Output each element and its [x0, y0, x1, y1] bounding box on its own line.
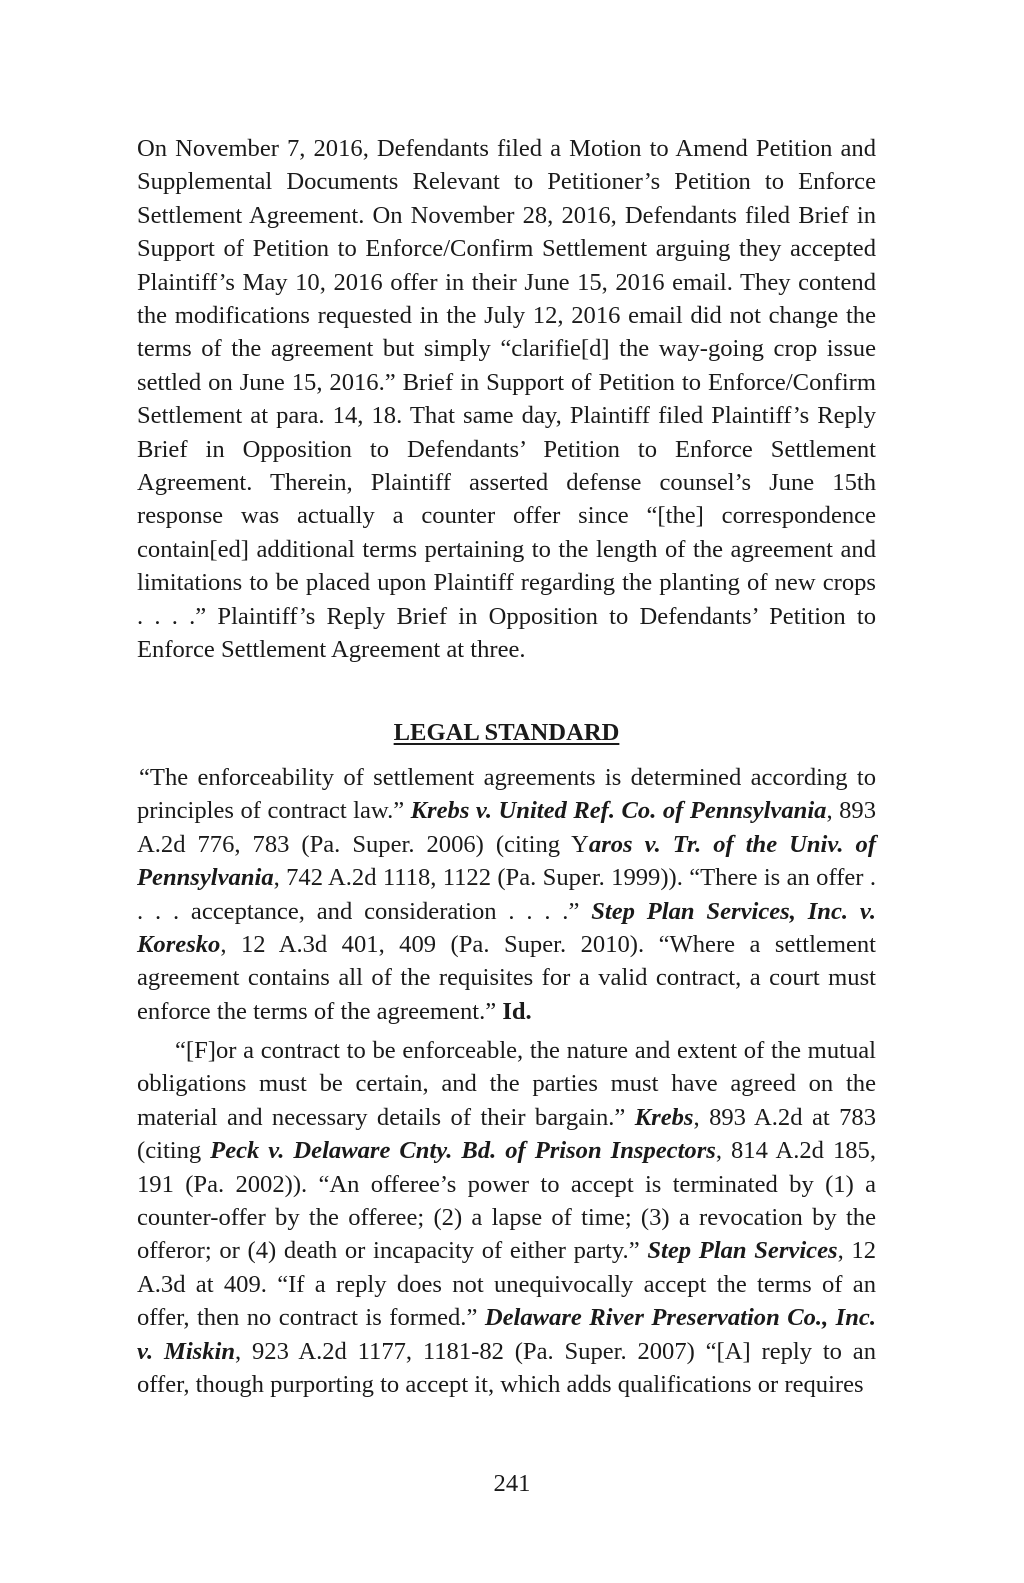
text-segment: , 893 A.2d at 783 (citing — [137, 1103, 877, 1165]
case-citation: Step Plan Services — [647, 1237, 838, 1265]
paragraph-legal-standard-1 — [137, 761, 876, 1028]
paragraph-legal-standard-2 — [137, 1034, 876, 1401]
id-citation: Id. — [502, 997, 532, 1025]
text-segment: “The enforceability of settlement agreements is determined according to principles of contract law.” — [137, 764, 876, 825]
paragraph-procedural-history: On November 7, 2016, Defendants filed a Motion to Amend Petition and Supplemental Documents Relevant to Petitioner’s Petition to Enforce Settlement Agreement. On November 28, 2016, Defendants filed Brief in Support of Petition to Enforce/Confirm Settlement arguing they accepted Plaintiff’s May 10, 2016 offer in their June 15, 2016 email. They contend the modifications requested in the July 12, 2016 email did not change the terms of the agreement but simply “clarifie[d] the way-going crop issue settled on June 15, 2016.” Brief in Support of Petition to Enforce/Confirm Settlement at para. 14, 18. That same day, Plaintiff filed Plaintiff’s Reply Brief in Opposition to Defendants’ Petition to Enforce Settlement Agreement. Therein, Plaintiff asserted defense counsel’s June 15th response was actually a counter offer since “[the] correspondence contain[ed] additional terms pertaining to the length of the agreement and limitations to be placed upon Plaintiff regarding the planting of new crops . . . .” Plaintiff’s Reply Brief in Opposition to Defendants’ Petition to Enforce Settlement Agreement at three. — [137, 135, 876, 664]
case-citation: Delaware River Preservation Co., Inc. v. Miskin — [137, 1304, 876, 1365]
text-segment: , 814 A.2d 185, 191 (Pa. 2002)). “An offeree’s power to accept is terminated by (1) a counter-offer by the offeree; (2) a lapse of time; (3) a revocation by the offeror; or (4) death or incapacity of either party.” — [137, 1137, 876, 1265]
case-citation: Peck v. Delaware Cnty. Bd. of Prison Inspectors — [210, 1137, 716, 1165]
text-segment: , 893 A.2d 776, 783 (Pa. Super. 2006) (citing Y — [137, 797, 876, 858]
case-citation: Krebs v. United Ref. Co. of Pennsylvania — [410, 797, 827, 825]
text-segment: , 742 A.2d 1118, 1122 (Pa. Super. 1999)). “There is an offer . . . . acceptance, and consideration . . . .” — [137, 864, 876, 925]
section-heading — [137, 716, 876, 750]
case-citation: Step Plan Services, Inc. v. Koresko — [137, 897, 876, 959]
text-segment: “[F]or a contract to be enforceable, the nature and extent of the mutual obligations must be certain, and the parties must have agreed on the material and necessary details of their bargain.” — [137, 1037, 876, 1131]
text-segment: , 12 A.3d at 409. “If a reply does not unequivocally accept the terms of an offer, then no contract is formed.” — [137, 1237, 877, 1332]
page-number: 241 — [493, 1470, 531, 1497]
case-citation: aros v. Tr. of the Univ. of Pennsylvania — [137, 830, 877, 892]
text-segment: , 923 A.2d 1177, 1181-82 (Pa. Super. 2007) “[A] reply to an offer, though purporting to accept it, which adds qualifications or requires — [137, 1337, 876, 1399]
text-segment: , 12 A.3d 401, 409 (Pa. Super. 2010). “Where a settlement agreement contains all of the requisites for a valid contract, a court must enforce the terms of the agreement.” — [137, 931, 876, 1025]
section-heading-text: LEGAL STANDARD — [393, 719, 620, 746]
case-citation: Krebs — [634, 1103, 694, 1131]
